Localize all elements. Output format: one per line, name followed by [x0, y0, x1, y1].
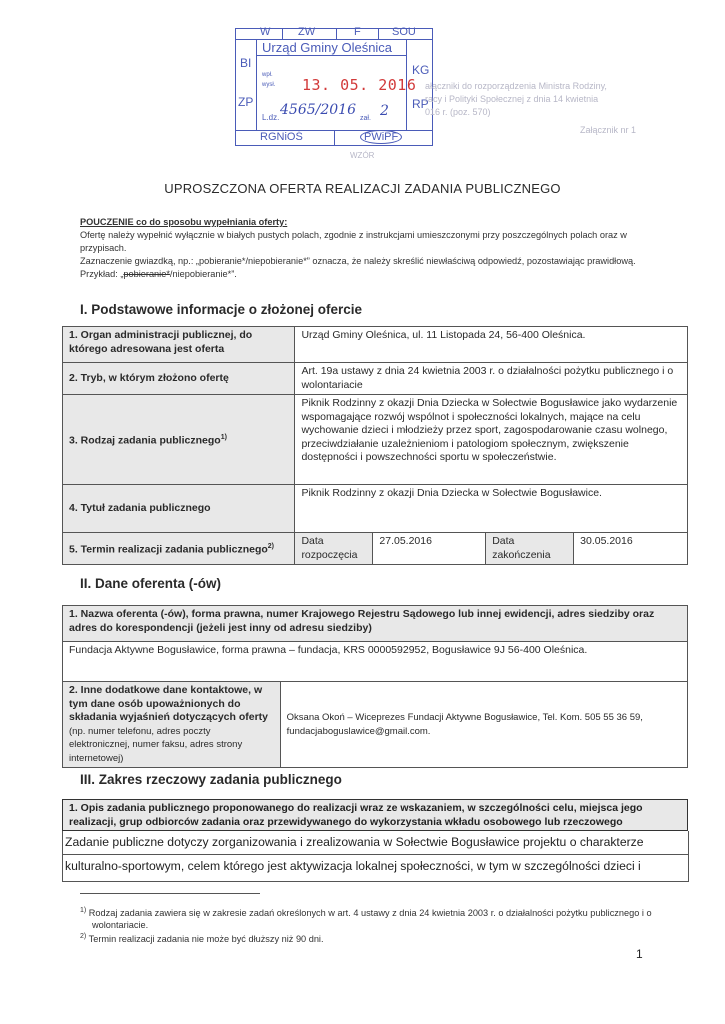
- footnote-ref-2: 2): [267, 543, 275, 550]
- table-row: [63, 533, 688, 565]
- instructions-struck: pobieranie*: [123, 269, 170, 279]
- stamp-rgnios: RGNiOŚ: [260, 131, 303, 143]
- offeror-name-value: Fundacja Aktywne Bogusławice, forma prawna – fundacja, KRS 0000592952, Bogusławice 9J 56-400 Oleśnica.: [63, 642, 688, 682]
- row-value: Piknik Rodzinny z okazji Dnia Dziecka w Sołectwie Bogusławice jako wydarzenie wspomagające rozwój wspólnot i społeczności lokalnych, mające na celu wychowanie dzieci i młodzieży przez sport, zagospodarowanie czasu wolnego, przeciwdziałanie uzależnieniom i patologiom społecznym, zwiększenie dostępności i powszechności sportu w społeczeństwie.: [295, 395, 688, 485]
- table-row: [63, 606, 688, 642]
- page-title: UPROSZCZONA OFERTA REALIZACJI ZADANIA PUBLICZNEGO: [164, 181, 561, 196]
- regulation-note-line1: ałączniki do rozporządzenia Ministra Rodziny,: [425, 81, 607, 91]
- row-label: 4. Tytuł zadania publicznego: [63, 485, 295, 533]
- offeror-table: [62, 605, 688, 768]
- term-label: 5. Termin realizacji zadania publicznego: [69, 543, 268, 556]
- stamp-kg: KG: [412, 63, 430, 77]
- stamp-zp: ZP: [238, 95, 254, 109]
- stamp-cell-f: F: [354, 26, 361, 38]
- description-line2: kulturalno-sportowym, celem którego jest aktywizacja lokalnej społeczności, w tym w szczególności dzieci i: [63, 854, 688, 878]
- start-date-value: 27.05.2016: [373, 533, 486, 565]
- row-value: Art. 19a ustawy z dnia 24 kwietnia 2003 r. o działalności pożytku publicznego i o wolontariacie: [295, 363, 688, 395]
- stamp-zal-value: 2: [380, 103, 389, 119]
- instructions-line2-wrap: [80, 255, 655, 281]
- end-date-value: 30.05.2016: [574, 533, 688, 565]
- table-row: [63, 395, 688, 485]
- description-line1: Zadanie publiczne dotyczy zorganizowania i zrealizowania w Sołectwie Bogusławice projektu o charakterze: [65, 835, 644, 849]
- row-value: Piknik Rodzinny z okazji Dnia Dziecka w Sołectwie Bogusławice.: [295, 485, 688, 533]
- stamp-wpl: wpł.: [262, 72, 273, 78]
- footnote-2: [80, 931, 660, 945]
- footnote-divider: [80, 893, 260, 894]
- footnote-ref-1: 1): [220, 434, 227, 441]
- stamp-pwipf: PWiPF: [360, 130, 402, 144]
- footnote-1-mark: 1): [80, 907, 87, 914]
- regulation-note-line2: racy i Polityki Społecznej z dnia 14 kwietnia: [425, 94, 599, 104]
- contact-label: 2. Inne dodatkowe dane kontaktowe, w tym dane osób upoważnionych do składania wyjaśnień dotyczących oferty: [69, 684, 268, 723]
- contact-value: Oksana Okoń – Wiceprezes Fundacji Aktywne Bogusławice, Tel. Kom. 505 55 36 59, fundacjaboguslawice@gmail.com.: [280, 682, 687, 768]
- footnote-1: [80, 905, 660, 931]
- instructions-heading: POUCZENIE co do sposobu wypełniania oferty:: [80, 217, 288, 227]
- start-date-label: Data rozpoczęcia: [295, 533, 373, 565]
- wzor-label: WZÓR: [350, 151, 375, 160]
- stamp-ldz-label: L.dz.: [262, 113, 280, 122]
- instructions: [80, 216, 655, 281]
- contact-label-note: (np. numer telefonu, adres poczty elektronicznej, numer faksu, adres strony internetowej): [69, 725, 243, 764]
- section-2-heading: II. Dane oferenta (-ów): [80, 576, 222, 591]
- attachment-number: Załącznik nr 1: [580, 125, 637, 135]
- instructions-line2-end: /niepobieranie*”.: [169, 269, 237, 279]
- stamp-cell-w: W: [260, 26, 271, 38]
- stamp-org-name: Urząd Gminy Oleśnica: [262, 40, 393, 55]
- row-label: 1. Organ administracji publicznej, do którego adresowana jest oferta: [63, 327, 295, 363]
- description-body: [62, 831, 689, 882]
- basic-info-table: [62, 326, 688, 565]
- footnote-1-text: Rodzaj zadania zawiera się w zakresie zadań określonych w art. 4 ustawy z dnia 24 kwietnia 2003 r. o działalności pożytku publicznego i o wolontariacie.: [88, 908, 652, 931]
- stamp-bi: BI: [240, 56, 252, 70]
- table-row: [63, 642, 688, 682]
- footnote-2-text: Termin realizacji zadania nie może być dłuższy niż 90 dni.: [88, 934, 324, 945]
- stamp-cell-zw: ZW: [298, 26, 316, 38]
- table-row: [63, 327, 688, 363]
- section-3-heading: III. Zakres rzeczowy zadania publicznego: [80, 772, 342, 787]
- stamp-zal-label: zał.: [360, 115, 371, 122]
- contact-label-wrap: [63, 682, 281, 768]
- footnotes: [80, 905, 660, 945]
- row-label: 2. Tryb, w którym złożono ofertę: [63, 363, 295, 395]
- table-row: [63, 485, 688, 533]
- stamp-wysl: wysł.: [262, 82, 276, 88]
- regulation-note: [425, 80, 655, 119]
- description-label: 1. Opis zadania publicznego proponowanego do realizacji wraz ze wskazaniem, w szczególności celu, miejsca jego realizacji, grup odbiorców zadania oraz przewidywanego do wykorzystania wkładu osobowego lub rzeczowego: [69, 802, 643, 828]
- footnote-2-mark: 2): [80, 933, 87, 941]
- instructions-line2: Zaznaczenie gwiazdką, np.: „pobieranie*/niepobieranie*” oznacza, że należy skreślić niewłaściwą odpowiedź, pozostawiając prawidłową. Przykład: „: [80, 256, 636, 279]
- term-label-wrap: [63, 533, 295, 565]
- registry-stamp: [235, 28, 433, 146]
- row-label: 3. Rodzaj zadania publicznego: [69, 434, 221, 447]
- stamp-rp: RP: [412, 97, 429, 111]
- end-date-label: Data zakończenia: [486, 533, 574, 565]
- table-row: [63, 682, 688, 768]
- row-label-wrap: [63, 395, 295, 485]
- instructions-line1: Ofertę należy wypełnić wyłącznie w białych pustych polach, zgodnie z instrukcjami umieszczonymi przy poszczególnych polach oraz w przypisach.: [80, 230, 627, 253]
- stamp-cell-sou: SOU: [392, 26, 416, 38]
- section-1-heading: I. Podstawowe informacje o złożonej ofercie: [80, 302, 363, 317]
- stamp-ldz-value: 4565/2016: [280, 102, 356, 118]
- table-row: [63, 363, 688, 395]
- row-value: Urząd Gminy Oleśnica, ul. 11 Listopada 24, 56-400 Oleśnica.: [295, 327, 688, 363]
- description-header: [62, 799, 688, 831]
- page-number: 1: [636, 947, 643, 961]
- stamp-date: 13. 05. 2016: [302, 76, 417, 94]
- offeror-name-label: 1. Nazwa oferenta (-ów), forma prawna, numer Krajowego Rejestru Sądowego lub innej ewidencji, adres siedziby oraz adres do korespondencji (jeżeli jest inny od adresu siedziby): [63, 606, 688, 642]
- regulation-note-line3: 016 r. (poz. 570): [425, 107, 491, 117]
